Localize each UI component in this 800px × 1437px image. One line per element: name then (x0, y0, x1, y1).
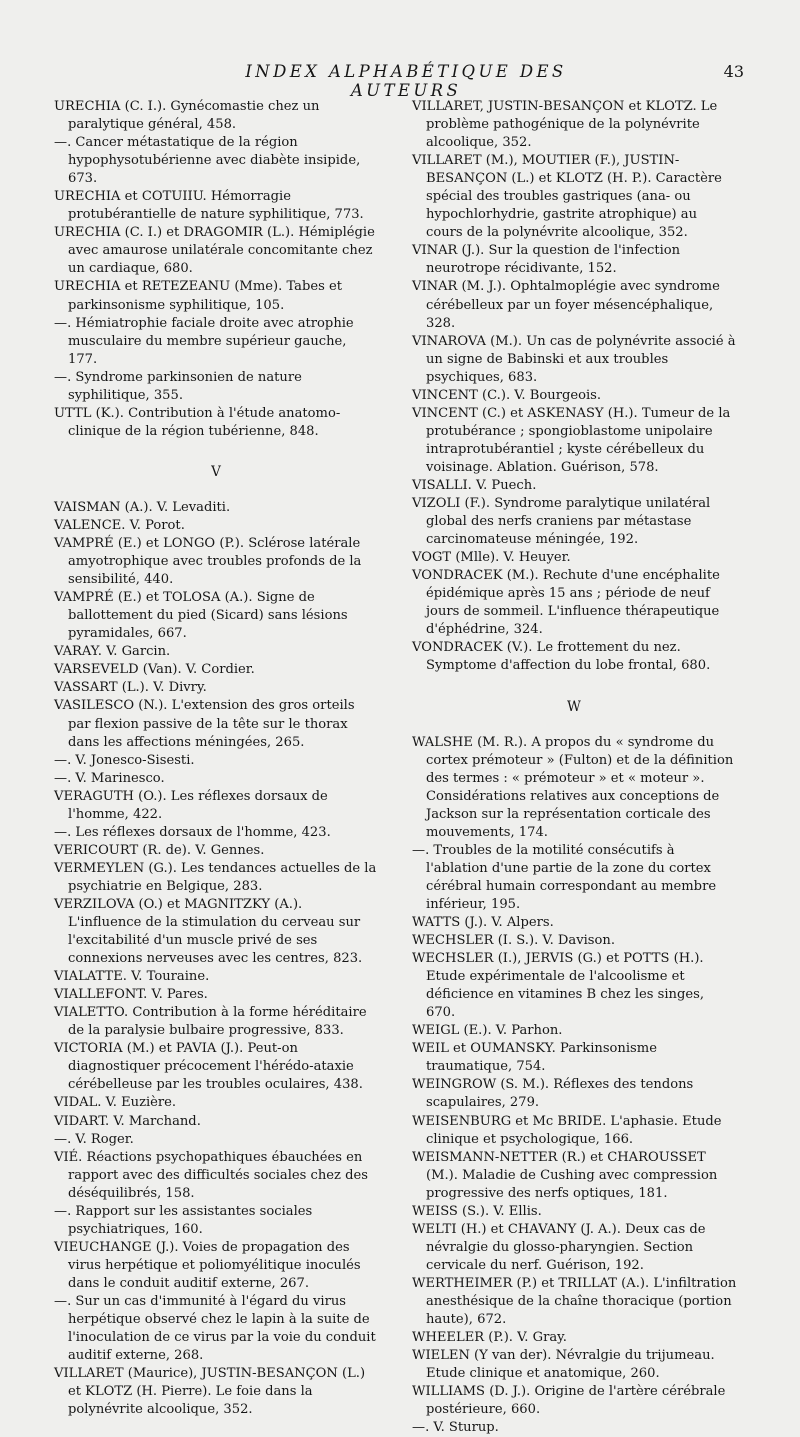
index-entry: WEISMANN-NETTER (R.) et CHAROUSSET (M.). Maladie de Cushing avec compression progressive des nerfs optiques, 181. (412, 1149, 718, 1201)
index-entry: VILLARET, JUSTIN-BESANÇON et KLOTZ. Le problème pathogénique de la polynévrite alcoolique, 352. (412, 99, 718, 151)
index-entry: —. V. Roger. (54, 1131, 134, 1147)
index-entry: VALENCE. V. Porot. (54, 517, 185, 533)
index-entry: —. Rapport sur les assistantes sociales psychiatriques, 160. (54, 1203, 313, 1237)
index-entry: —. Hémiatrophie faciale droite avec atrophie musculaire du membre supérieur gauche, 177. (54, 315, 354, 367)
index-entry: UTTL (K.). Contribution à l'étude anatomo-clinique de la région tubérienne, 848. (54, 405, 341, 439)
index-entry: VIÉ. Réactions psychopathiques ébauchées en rapport avec des difficultés sociales chez des déséquilibrés, 158. (54, 1149, 368, 1201)
index-entry: VARSEVELD (Van). V. Cordier. (54, 662, 255, 678)
index-entry: VONDRACEK (M.). Rechute d'une encéphalite épidémique après 15 ans ; période de neuf jours de sommeil. L'influence thérapeutique d'éphédrine, 324. (412, 568, 720, 638)
entries-u (54, 98, 379, 441)
index-entry: VIDART. V. Marchand. (54, 1113, 201, 1129)
index-entry: VAMPRÉ (E.) et TOLOSA (A.). Signe de ballottement du pied (Sicard) sans lésions pyramidales, 667. (54, 590, 348, 642)
index-entry: WATTS (J.). V. Alpers. (412, 915, 554, 931)
entries-w (412, 734, 737, 1437)
index-entry: VASILESCO (N.). L'extension des gros orteils par flexion passive de la tête sur le thorax dans les affections méningées, 265. (54, 698, 355, 750)
index-entry: VIALATTE. V. Touraine. (54, 969, 210, 985)
index-entry: WECHSLER (I. S.). V. Davison. (412, 933, 615, 949)
entries-v-left (54, 499, 379, 1419)
index-entry: WALSHE (M. R.). A propos du « syndrome du cortex prémoteur » (Fulton) et de la définition des termes : « prémoteur » et « moteur ». Considérations relatives aux conceptions de Jackson sur la représentation corticale des mouvements, 174. (412, 734, 734, 840)
index-entry: VILLARET (M.), MOUTIER (F.), JUSTIN-BESANÇON (L.) et KLOTZ (H. P.). Caractère spécial des troubles gastriques (ana- ou hypochlorhydrie, gastrite atrophique) au cours de la polynévrite alcoolique, 352. (412, 153, 722, 241)
index-entry: VERZILOVA (O.) et MAGNITZKY (A.). L'influence de la stimulation du cerveau sur l'excitabilité d'un muscle privé de ses connexions nerveuses avec les centres, 823. (54, 896, 363, 967)
index-entry: VIDAL. V. Euzière. (54, 1095, 177, 1111)
index-entry: WEISS (S.). V. Ellis. (412, 1203, 542, 1219)
index-entry: WHEELER (P.). V. Gray. (412, 1330, 567, 1346)
section-letter-v: V (211, 463, 222, 480)
index-entry: WIELEN (Y van der). Névralgie du trijumeau. Etude clinique et anatomique, 260. (412, 1348, 715, 1382)
index-entry: VIZOLI (F.). Syndrome paralytique unilatéral global des nerfs craniens par métastase carcinomateuse méningée, 192. (412, 496, 711, 548)
index-entry: VARAY. V. Garcin. (54, 644, 171, 660)
index-entry: VINAR (J.). Sur la question de l'infection neurotrope récidivante, 152. (412, 243, 681, 277)
index-entry: VISALLI. V. Puech. (412, 477, 537, 493)
index-entry: URECHIA et RETEZEANU (Mme). Tabes et parkinsonisme syphilitique, 105. (54, 279, 342, 313)
index-entry: URECHIA (C. I.) et DRAGOMIR (L.). Hémiplégie avec amaurose unilatérale concomitante chez un cardiaque, 680. (54, 225, 375, 277)
index-entry: VAMPRÉ (E.) et LONGO (P.). Sclérose latérale amyotrophique avec troubles profonds de la sensibilité, 440. (54, 536, 362, 588)
index-entry: —. Troubles de la motilité consécutifs à l'ablation d'une partie de la zone du cortex cérébral humain correspondant au membre inférieur, 195. (412, 842, 717, 912)
index-entry: WEIL et OUMANSKY. Parkinsonisme traumatique, 754. (412, 1041, 657, 1075)
index-entry: WILLIAMS (D. J.). Origine de l'artère cérébrale postérieure, 660. (412, 1384, 726, 1418)
index-entry: VINCENT (C.). V. Bourgeois. (412, 387, 602, 403)
index-entry: VICTORIA (M.) et PAVIA (J.). Peut-on diagnostiquer précocement l'hérédo-ataxie cérébelleuse par les troubles oculaires, 438. (54, 1041, 363, 1093)
index-entry: URECHIA et COTUIIU. Hémorragie protubérantielle de nature syphilitique, 773. (54, 189, 364, 223)
index-entry: VIEUCHANGE (J.). Voies de propagation des virus herpétique et poliomyélitique inoculés dans le conduit auditif externe, 267. (54, 1239, 361, 1291)
index-entry: —. V. Marinesco. (54, 770, 165, 786)
index-entry: —. Syndrome parkinsonien de nature syphilitique, 355. (54, 369, 302, 403)
index-entry: VIALLEFONT. V. Pares. (54, 987, 208, 1003)
index-entry: VERMEYLEN (G.). Les tendances actuelles de la psychiatrie en Belgique, 283. (54, 860, 377, 894)
index-entry: —. Les réflexes dorsaux de l'homme, 423. (54, 824, 331, 840)
index-entry: VONDRACEK (V.). Le frottement du nez. Symptome d'affection du lobe frontal, 680. (412, 640, 711, 674)
page-number: 43 (723, 62, 744, 81)
entries-v-right (412, 98, 737, 676)
running-header (0, 62, 800, 100)
index-entry: VINAROVA (M.). Un cas de polynévrite associé à un signe de Babinski et aux troubles psychiques, 683. (412, 333, 736, 385)
index-entry: WEISENBURG et Mc BRIDE. L'aphasie. Etude clinique et psychologique, 166. (412, 1113, 722, 1147)
index-entry: VIALETTO. Contribution à la forme héréditaire de la paralysie bulbaire progressive, 833. (54, 1005, 367, 1039)
index-entry: VOGT (Mlle). V. Heuyer. (412, 550, 571, 566)
index-entry: VERAGUTH (O.). Les réflexes dorsaux de l'homme, 422. (54, 788, 328, 822)
section-letter-w: W (567, 698, 582, 715)
index-entry: WEINGROW (S. M.). Réflexes des tendons scapulaires, 279. (412, 1077, 694, 1111)
index-entry: —. V. Sturup. (412, 1420, 499, 1436)
index-entry: VASSART (L.). V. Divry. (54, 680, 207, 696)
index-entry: —. Cancer métastatique de la région hypophysotubérienne avec diabète insipide, 673. (54, 135, 361, 187)
index-entry: VINCENT (C.) et ASKENASY (H.). Tumeur de la protubérance ; spongioblastome unipolaire intraprotubérantiel ; kyste cérébelleux du voisinage. Ablation. Guérison, 578. (412, 405, 731, 475)
index-entry: VAISMAN (A.). V. Levaditi. (54, 499, 231, 515)
index-entry: VILLARET (Maurice), JUSTIN-BESANÇON (L.) et KLOTZ (H. Pierre). Le foie dans la polynévrite alcoolique, 352. (54, 1366, 366, 1418)
index-entry: —. V. Jonesco-Sisesti. (54, 752, 195, 768)
index-entry: URECHIA (C. I.). Gynécomastie chez un paralytique général, 458. (54, 99, 320, 133)
index-entry: WECHSLER (I.), JERVIS (G.) et POTTS (H.). Etude expérimentale de l'alcoolisme et déficience en vitamines B chez les singes, 670. (412, 951, 705, 1021)
left-column (54, 98, 379, 1419)
index-entry: WEIGL (E.). V. Parhon. (412, 1023, 563, 1039)
running-title: INDEX ALPHABÉTIQUE DES AUTEURS (245, 62, 567, 100)
index-entry: WELTI (H.) et CHAVANY (J. A.). Deux cas de névralgie du glosso-pharyngien. Section cervicale du nerf. Guérison, 192. (412, 1221, 706, 1273)
index-entry: VINAR (M. J.). Ophtalmoplégie avec syndrome cérébelleux par un foyer mésencéphalique, 328. (412, 279, 720, 331)
index-entry: VERICOURT (R. de). V. Gennes. (54, 842, 265, 858)
right-column (412, 98, 737, 1437)
index-entry: —. Sur un cas d'immunité à l'égard du virus herpétique observé chez le lapin à la suite de l'inoculation de ce virus par la voie du conduit auditif externe, 268. (54, 1294, 376, 1364)
index-entry: WERTHEIMER (P.) et TRILLAT (A.). L'infiltration anesthésique de la chaîne thoracique (portion haute), 672. (412, 1275, 737, 1328)
